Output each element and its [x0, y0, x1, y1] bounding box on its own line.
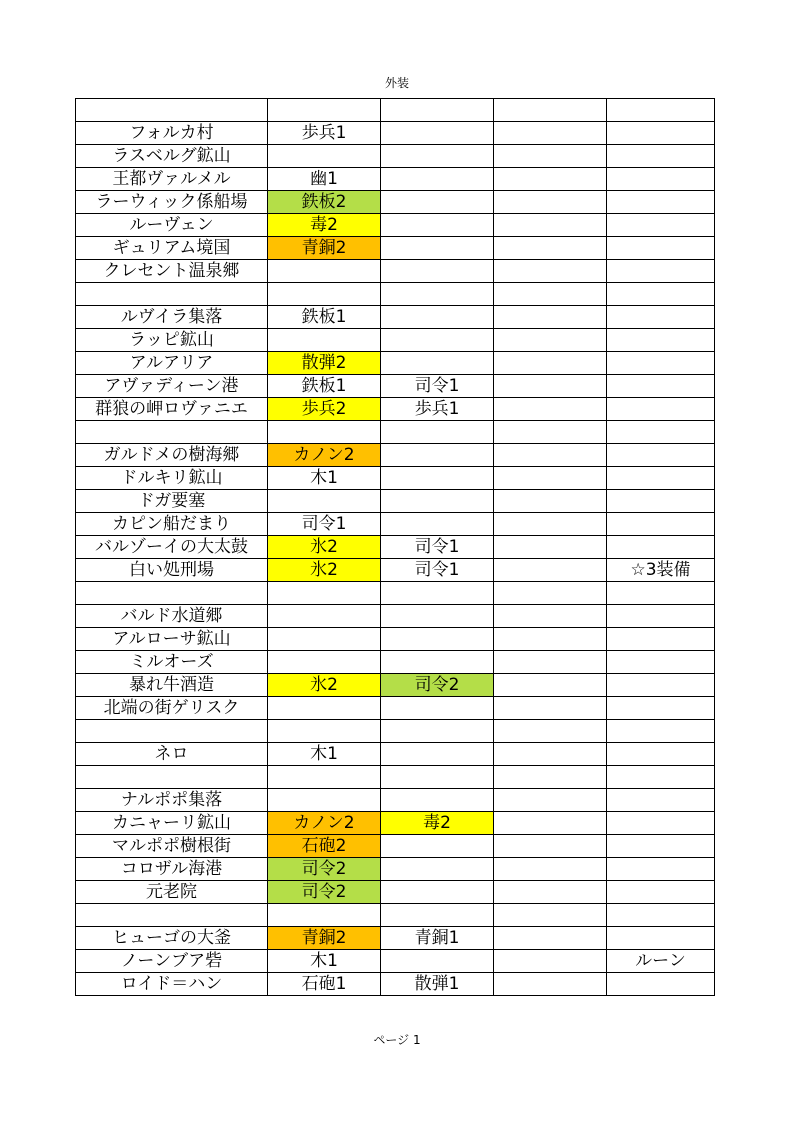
table-row — [76, 973, 715, 996]
equipment-cell[interactable] — [268, 99, 381, 122]
equipment-cell[interactable] — [607, 812, 715, 835]
table-row — [76, 260, 715, 283]
location-cell[interactable]: ミルオーズ — [76, 651, 268, 674]
equipment-cell[interactable] — [494, 812, 607, 835]
equipment-cell[interactable] — [607, 835, 715, 858]
equipment-cell[interactable] — [381, 191, 494, 214]
equipment-cell[interactable] — [607, 329, 715, 352]
equipment-cell[interactable] — [607, 306, 715, 329]
equipment-cell[interactable] — [607, 260, 715, 283]
equipment-cell[interactable] — [607, 766, 715, 789]
equipment-cell[interactable] — [494, 835, 607, 858]
equipment-cell[interactable] — [494, 582, 607, 605]
equipment-cell[interactable]: 司令2 — [268, 881, 381, 904]
equipment-cell[interactable] — [494, 168, 607, 191]
equipment-cell[interactable] — [607, 605, 715, 628]
location-cell[interactable] — [76, 99, 268, 122]
equipment-cell[interactable] — [494, 973, 607, 996]
equipment-cell[interactable]: 氷2 — [268, 559, 381, 582]
equipment-cell[interactable] — [494, 651, 607, 674]
location-cell[interactable]: クレセント温泉郷 — [76, 260, 268, 283]
equipment-cell[interactable] — [607, 904, 715, 927]
equipment-cell[interactable] — [381, 697, 494, 720]
location-cell[interactable]: ラッピ鉱山 — [76, 329, 268, 352]
equipment-cell[interactable] — [268, 789, 381, 812]
equipment-cell[interactable] — [381, 513, 494, 536]
table-row — [76, 904, 715, 927]
equipment-cell[interactable] — [494, 559, 607, 582]
equipment-cell[interactable] — [494, 237, 607, 260]
equipment-cell[interactable] — [494, 375, 607, 398]
equipment-cell[interactable] — [268, 490, 381, 513]
equipment-cell[interactable] — [494, 674, 607, 697]
equipment-cell[interactable] — [494, 214, 607, 237]
table-row — [76, 168, 715, 191]
equipment-cell[interactable] — [268, 628, 381, 651]
table-row — [76, 306, 715, 329]
location-cell[interactable]: 北端の街ゲリスク — [76, 697, 268, 720]
location-cell[interactable] — [76, 421, 268, 444]
equipment-cell[interactable] — [494, 99, 607, 122]
table-row — [76, 513, 715, 536]
equipment-cell[interactable] — [607, 927, 715, 950]
location-cell[interactable]: 王都ヴァルメル — [76, 168, 268, 191]
equipment-cell[interactable] — [607, 237, 715, 260]
location-cell[interactable]: バルゾーイの大太鼓 — [76, 536, 268, 559]
equipment-cell[interactable] — [494, 858, 607, 881]
location-cell[interactable]: ヒューゴの大釜 — [76, 927, 268, 950]
equipment-cell[interactable] — [381, 605, 494, 628]
equipment-cell[interactable]: 散弾2 — [268, 352, 381, 375]
equipment-cell[interactable] — [607, 582, 715, 605]
table-row — [76, 421, 715, 444]
table-body — [76, 99, 715, 996]
equipment-cell[interactable] — [607, 421, 715, 444]
equipment-cell[interactable] — [381, 628, 494, 651]
equipment-cell[interactable]: 歩兵1 — [268, 122, 381, 145]
equipment-cell[interactable] — [607, 168, 715, 191]
table-row — [76, 467, 715, 490]
equipment-cell[interactable] — [607, 122, 715, 145]
table-row — [76, 651, 715, 674]
table-row — [76, 536, 715, 559]
location-cell[interactable]: ロイド＝ハン — [76, 973, 268, 996]
table-row — [76, 628, 715, 651]
location-cell[interactable]: ドルキリ鉱山 — [76, 467, 268, 490]
location-cell[interactable]: コロザル海港 — [76, 858, 268, 881]
equipment-cell[interactable] — [381, 306, 494, 329]
equipment-cell[interactable] — [381, 99, 494, 122]
equipment-cell[interactable] — [494, 697, 607, 720]
equipment-cell[interactable]: 青銅2 — [268, 237, 381, 260]
equipment-table — [75, 98, 715, 996]
equipment-cell[interactable] — [268, 605, 381, 628]
equipment-cell[interactable] — [381, 904, 494, 927]
equipment-cell[interactable]: ☆3装備 — [607, 559, 715, 582]
equipment-cell[interactable] — [381, 651, 494, 674]
equipment-cell[interactable] — [607, 858, 715, 881]
table-row — [76, 927, 715, 950]
location-cell[interactable]: フォルカ村 — [76, 122, 268, 145]
location-cell[interactable]: ラスベルグ鉱山 — [76, 145, 268, 168]
equipment-cell[interactable] — [381, 858, 494, 881]
equipment-cell[interactable] — [494, 513, 607, 536]
table-row — [76, 881, 715, 904]
location-cell[interactable]: 白い処刑場 — [76, 559, 268, 582]
location-cell[interactable]: ドガ要塞 — [76, 490, 268, 513]
table-row — [76, 490, 715, 513]
location-cell[interactable]: カニャーリ鉱山 — [76, 812, 268, 835]
equipment-cell[interactable]: カノン2 — [268, 444, 381, 467]
location-cell[interactable]: アヴァディーン港 — [76, 375, 268, 398]
equipment-cell[interactable] — [268, 697, 381, 720]
table-row — [76, 697, 715, 720]
equipment-cell[interactable]: 司令1 — [381, 375, 494, 398]
location-cell[interactable]: バルド水道郷 — [76, 605, 268, 628]
equipment-cell[interactable]: 司令2 — [268, 858, 381, 881]
equipment-cell[interactable] — [268, 651, 381, 674]
table-row — [76, 99, 715, 122]
location-cell[interactable]: ナルポポ集落 — [76, 789, 268, 812]
equipment-cell[interactable]: 鉄板1 — [268, 375, 381, 398]
table-row — [76, 835, 715, 858]
equipment-cell[interactable] — [607, 352, 715, 375]
location-cell[interactable]: ラーウィック係船場 — [76, 191, 268, 214]
equipment-cell[interactable] — [381, 283, 494, 306]
location-cell[interactable]: ネロ — [76, 743, 268, 766]
equipment-cell[interactable] — [381, 789, 494, 812]
equipment-cell[interactable]: 毒2 — [268, 214, 381, 237]
table-row — [76, 582, 715, 605]
equipment-cell[interactable] — [494, 283, 607, 306]
equipment-cell[interactable] — [381, 743, 494, 766]
equipment-cell[interactable] — [381, 145, 494, 168]
equipment-cell[interactable] — [494, 191, 607, 214]
equipment-cell[interactable] — [494, 720, 607, 743]
equipment-cell[interactable] — [494, 927, 607, 950]
equipment-cell[interactable] — [494, 444, 607, 467]
table-row — [76, 789, 715, 812]
equipment-cell[interactable]: 散弾1 — [381, 973, 494, 996]
equipment-cell[interactable] — [494, 789, 607, 812]
location-cell[interactable]: 群狼の岬ロヴァニエ — [76, 398, 268, 421]
table-row — [76, 743, 715, 766]
equipment-cell[interactable] — [381, 122, 494, 145]
equipment-cell[interactable]: 木1 — [268, 950, 381, 973]
equipment-cell[interactable]: 歩兵1 — [381, 398, 494, 421]
equipment-cell[interactable]: 氷2 — [268, 536, 381, 559]
table-row — [76, 214, 715, 237]
table-row — [76, 674, 715, 697]
equipment-cell[interactable] — [381, 835, 494, 858]
equipment-cell[interactable] — [381, 168, 494, 191]
table-row — [76, 766, 715, 789]
location-cell[interactable]: ギュリアム境国 — [76, 237, 268, 260]
equipment-cell[interactable] — [381, 467, 494, 490]
equipment-cell[interactable] — [494, 329, 607, 352]
equipment-cell[interactable] — [494, 122, 607, 145]
equipment-cell[interactable] — [494, 421, 607, 444]
equipment-cell[interactable]: 司令1 — [268, 513, 381, 536]
equipment-cell[interactable]: 司令1 — [381, 536, 494, 559]
equipment-cell[interactable]: 鉄板1 — [268, 306, 381, 329]
table-row — [76, 605, 715, 628]
equipment-cell[interactable] — [607, 513, 715, 536]
location-cell[interactable]: アルアリア — [76, 352, 268, 375]
equipment-cell[interactable] — [494, 490, 607, 513]
equipment-cell[interactable] — [607, 99, 715, 122]
page-header: 外装 — [384, 76, 409, 90]
equipment-cell[interactable] — [607, 628, 715, 651]
equipment-cell[interactable]: 木1 — [268, 743, 381, 766]
equipment-cell[interactable]: 毒2 — [381, 812, 494, 835]
equipment-cell[interactable] — [607, 973, 715, 996]
equipment-cell[interactable] — [607, 536, 715, 559]
location-cell[interactable]: カピン船だまり — [76, 513, 268, 536]
equipment-cell[interactable]: カノン2 — [268, 812, 381, 835]
equipment-cell[interactable] — [268, 904, 381, 927]
equipment-cell[interactable] — [494, 950, 607, 973]
equipment-cell[interactable] — [494, 467, 607, 490]
equipment-cell[interactable] — [381, 352, 494, 375]
table-row — [76, 145, 715, 168]
location-cell[interactable]: マルポポ樹根街 — [76, 835, 268, 858]
equipment-cell[interactable] — [381, 214, 494, 237]
table-row — [76, 237, 715, 260]
location-cell[interactable] — [76, 720, 268, 743]
equipment-cell[interactable] — [607, 651, 715, 674]
equipment-cell[interactable] — [268, 145, 381, 168]
location-cell[interactable]: ルヴイラ集落 — [76, 306, 268, 329]
table-row — [76, 812, 715, 835]
equipment-cell[interactable] — [607, 674, 715, 697]
equipment-cell[interactable] — [607, 467, 715, 490]
equipment-cell[interactable] — [607, 398, 715, 421]
equipment-cell[interactable]: 青銅1 — [381, 927, 494, 950]
equipment-cell[interactable] — [607, 789, 715, 812]
equipment-cell[interactable] — [494, 145, 607, 168]
equipment-cell[interactable] — [268, 329, 381, 352]
equipment-cell[interactable] — [268, 720, 381, 743]
table-row — [76, 444, 715, 467]
table-row — [76, 720, 715, 743]
table-row — [76, 375, 715, 398]
location-cell[interactable] — [76, 582, 268, 605]
equipment-cell[interactable] — [494, 743, 607, 766]
equipment-cell[interactable] — [607, 145, 715, 168]
equipment-cell[interactable] — [494, 536, 607, 559]
equipment-cell[interactable] — [494, 628, 607, 651]
equipment-cell[interactable] — [494, 904, 607, 927]
location-cell[interactable]: 元老院 — [76, 881, 268, 904]
table-row — [76, 122, 715, 145]
location-cell[interactable] — [76, 904, 268, 927]
location-cell[interactable]: ノーンブア砦 — [76, 950, 268, 973]
equipment-cell[interactable] — [607, 191, 715, 214]
equipment-cell[interactable]: 氷2 — [268, 674, 381, 697]
equipment-cell[interactable] — [381, 582, 494, 605]
equipment-cell[interactable] — [381, 260, 494, 283]
equipment-cell[interactable] — [607, 743, 715, 766]
equipment-cell[interactable] — [607, 375, 715, 398]
equipment-cell[interactable] — [494, 398, 607, 421]
table-row — [76, 283, 715, 306]
location-cell[interactable]: ガルドメの樹海郷 — [76, 444, 268, 467]
location-cell[interactable]: ルーヴェン — [76, 214, 268, 237]
equipment-cell[interactable] — [381, 950, 494, 973]
equipment-cell[interactable] — [607, 881, 715, 904]
equipment-cell[interactable]: 石砲1 — [268, 973, 381, 996]
equipment-cell[interactable] — [381, 421, 494, 444]
equipment-cell[interactable] — [494, 766, 607, 789]
table-row — [76, 191, 715, 214]
equipment-cell[interactable]: 幽1 — [268, 168, 381, 191]
table-row — [76, 559, 715, 582]
equipment-cell[interactable] — [381, 881, 494, 904]
table-row — [76, 858, 715, 881]
equipment-cell[interactable]: ルーン — [607, 950, 715, 973]
location-cell[interactable] — [76, 283, 268, 306]
table-row — [76, 329, 715, 352]
equipment-cell[interactable] — [607, 697, 715, 720]
equipment-cell[interactable] — [494, 260, 607, 283]
equipment-cell[interactable] — [268, 582, 381, 605]
table-row — [76, 398, 715, 421]
equipment-cell[interactable] — [381, 490, 494, 513]
equipment-cell[interactable] — [494, 605, 607, 628]
table-row — [76, 352, 715, 375]
location-cell[interactable]: アルローサ鉱山 — [76, 628, 268, 651]
equipment-cell[interactable] — [607, 444, 715, 467]
equipment-cell[interactable] — [494, 306, 607, 329]
equipment-cell[interactable] — [494, 352, 607, 375]
equipment-cell[interactable] — [381, 720, 494, 743]
equipment-cell[interactable]: 鉄板2 — [268, 191, 381, 214]
equipment-cell[interactable]: 司令1 — [381, 559, 494, 582]
equipment-cell[interactable] — [494, 881, 607, 904]
equipment-cell[interactable]: 歩兵2 — [268, 398, 381, 421]
equipment-cell[interactable] — [268, 766, 381, 789]
equipment-cell[interactable] — [268, 421, 381, 444]
equipment-cell[interactable] — [268, 283, 381, 306]
equipment-cell[interactable]: 司令2 — [381, 674, 494, 697]
equipment-cell[interactable] — [381, 444, 494, 467]
equipment-cell[interactable] — [381, 237, 494, 260]
location-cell[interactable] — [76, 766, 268, 789]
table-row — [76, 950, 715, 973]
equipment-cell[interactable] — [268, 260, 381, 283]
equipment-cell[interactable]: 石砲2 — [268, 835, 381, 858]
equipment-cell[interactable] — [607, 720, 715, 743]
equipment-cell[interactable] — [381, 329, 494, 352]
page-footer: ページ 1 — [373, 1033, 421, 1047]
location-cell[interactable]: 暴れ牛酒造 — [76, 674, 268, 697]
equipment-cell[interactable] — [607, 214, 715, 237]
equipment-cell[interactable] — [381, 766, 494, 789]
equipment-cell[interactable] — [607, 283, 715, 306]
equipment-cell[interactable] — [607, 490, 715, 513]
equipment-cell[interactable]: 木1 — [268, 467, 381, 490]
equipment-cell[interactable]: 青銅2 — [268, 927, 381, 950]
